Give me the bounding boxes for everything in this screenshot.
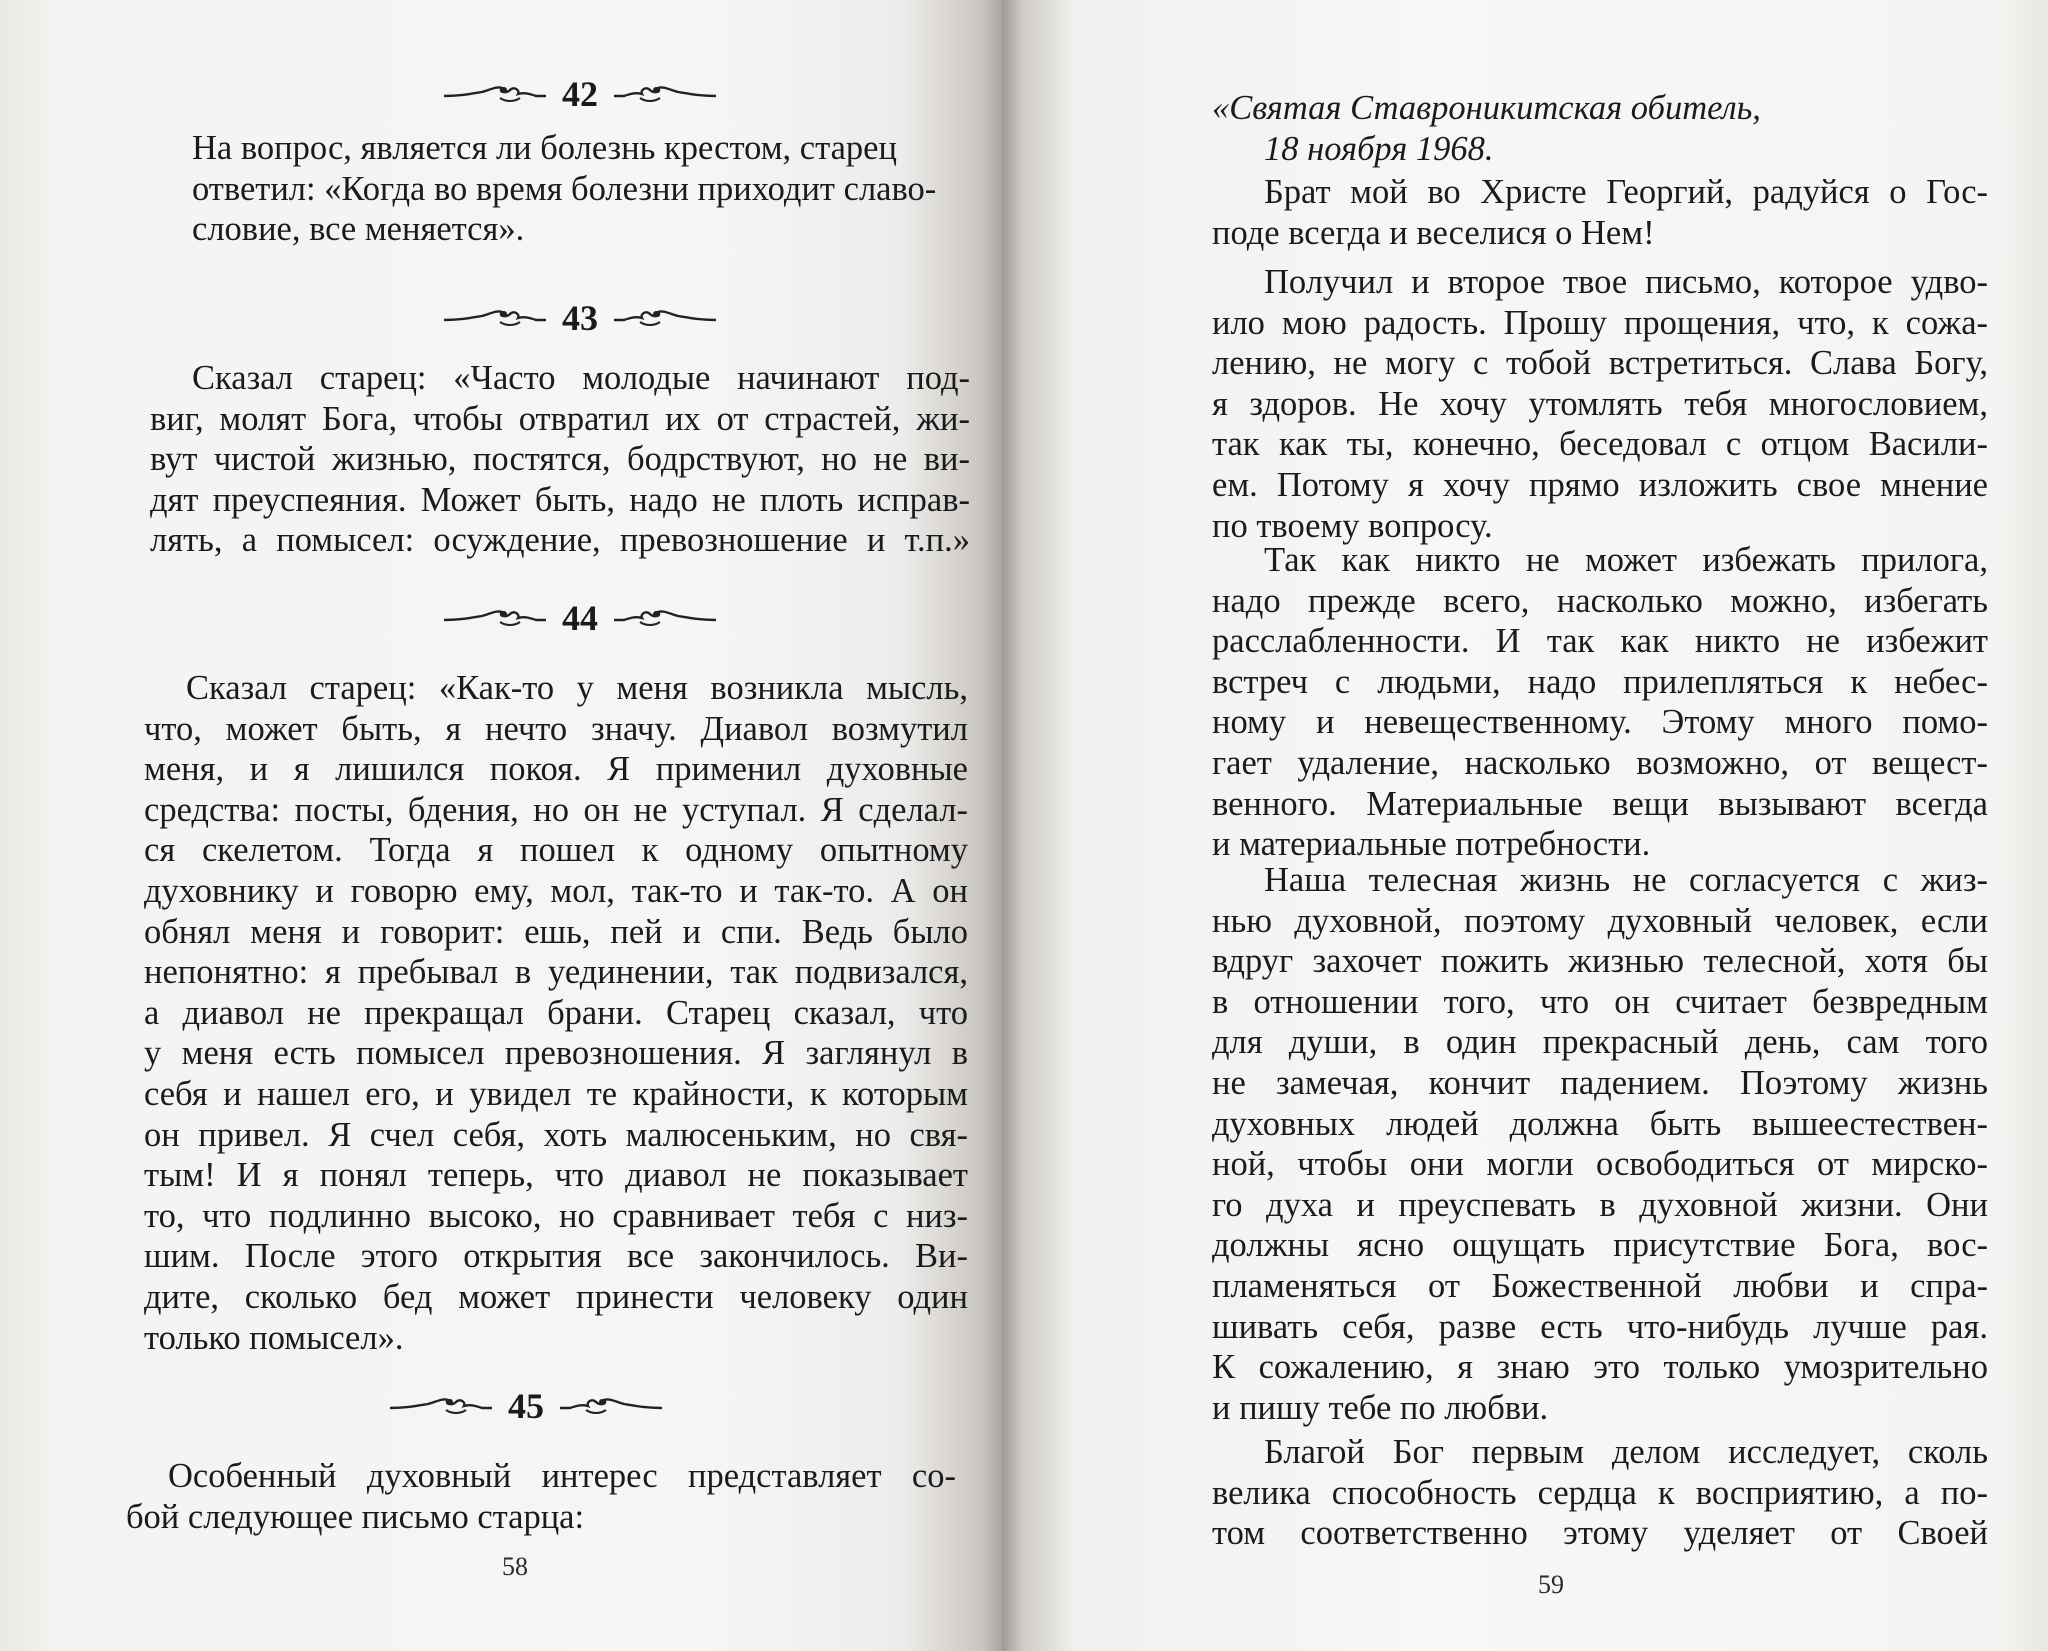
text-line: лению, не могу с тобой встретиться. Слава Богу, xyxy=(1212,344,1988,383)
page-number-right: 59 xyxy=(1538,1570,1564,1599)
text-line: гает удаление, насколько возможно, от вещест- xyxy=(1212,743,1988,782)
section-heading-44 xyxy=(430,600,730,636)
ornament-right-icon xyxy=(610,80,720,108)
text-line: шивать себя, разве есть что-нибудь лучше рая. xyxy=(1212,1307,1988,1346)
section-number: 44 xyxy=(562,598,598,638)
text-line: ило мою радость. Прошу прощения, что, к сожа- xyxy=(1212,303,1988,342)
section-number: 43 xyxy=(562,298,598,338)
paragraph-45 xyxy=(126,1456,956,1537)
text-line: ответил: «Когда во время болезни приходит славо- xyxy=(192,169,937,208)
section-heading-42 xyxy=(430,76,730,112)
paragraph-44 xyxy=(144,668,968,1358)
text-line: расслабленности. И так как никто не избежит xyxy=(1212,622,1988,661)
text-line: духовных людей должна быть вышеестествен- xyxy=(1212,1104,1988,1143)
letter-paragraph-2 xyxy=(1212,540,1988,865)
section-heading-43 xyxy=(430,300,730,336)
text-line: Брат мой во Христе Георгий, радуйся о Гос- xyxy=(1264,173,1988,211)
text-line: пламеняться от Божественной любви и спра- xyxy=(1212,1266,1988,1305)
text-line: духовнику и говорю ему, мол, так-то и так-то. А он xyxy=(144,871,968,910)
text-line: встреч с людьми, надо прилепляться к небес- xyxy=(1212,662,1988,701)
text-line: то, что подлинно высоко, но сравнивает тебя с низ- xyxy=(144,1196,968,1235)
section-heading-45 xyxy=(376,1388,676,1424)
text-line: Получил и второе твое письмо, которое удво- xyxy=(1264,263,1988,301)
text-line: «Святая Ставроникитская обитель, xyxy=(1212,89,1761,127)
paragraph-42 xyxy=(150,128,970,250)
text-line: нью духовной, поэтому духовный человек, если xyxy=(1212,901,1988,940)
text-line: виг, молят Бога, чтобы отвратил их от страстей, жи- xyxy=(150,399,970,438)
text-line: для души, в один прекрасный день, сам того xyxy=(1212,1023,1988,1062)
text-line: словие, все меняется». xyxy=(192,210,525,249)
text-line: ся скелетом. Тогда я пошел к одному опытному xyxy=(144,831,968,870)
text-line: и пишу тебе по любви. xyxy=(1212,1388,1549,1427)
text-line: К сожалению, я знаю это только умозрительно xyxy=(1212,1348,1988,1387)
text-line: надо прежде всего, насколько можно, избегать xyxy=(1212,581,1988,620)
text-line: ем. Потому я хочу прямо изложить свое мнение xyxy=(1212,465,1988,504)
text-line: ной, чтобы они могли освободиться от мирско- xyxy=(1212,1145,1988,1184)
text-line: непонятно: я пребывал в уединении, так подвизался, xyxy=(144,953,968,992)
text-line: Сказал старец: «Как-то у меня возникла мысль, xyxy=(186,669,968,707)
text-line: он привел. Я счел себя, хоть малюсеньким, но свя- xyxy=(144,1115,968,1154)
letter-paragraph-4 xyxy=(1212,1432,1988,1554)
text-line: дите, сколько бед может принести человеку один xyxy=(144,1277,968,1316)
text-line: должны ясно ощущать присутствие Бога, вос- xyxy=(1212,1226,1988,1265)
ornament-left-icon xyxy=(440,304,550,332)
text-line: меня, и я лишился покоя. Я применил духовные xyxy=(144,750,968,789)
ornament-left-icon xyxy=(386,1392,496,1420)
text-line: обнял меня и говорит: ешь, пей и спи. Ведь было xyxy=(144,912,968,951)
text-line: Особенный духовный интерес представляет со- xyxy=(168,1457,956,1495)
letter-greeting xyxy=(1212,172,1988,253)
text-line: Так как никто не может избежать прилога, xyxy=(1264,541,1988,579)
text-line: венного. Материальные вещи вызывают всегда xyxy=(1212,784,1988,823)
right-page xyxy=(1002,0,2048,1651)
text-line: 18 ноября 1968. xyxy=(1264,129,1494,168)
text-line: велика способность сердца к восприятию, а по- xyxy=(1212,1473,1988,1512)
text-line: так как ты, конечно, беседовал с отцом Васили- xyxy=(1212,425,1988,464)
ornament-right-icon xyxy=(610,604,720,632)
text-line: ному и невещественному. Этому много помо- xyxy=(1212,703,1988,742)
text-line: лять, а помысел: осуждение, превозношение и т.п.» xyxy=(150,521,970,560)
text-line: тым! И я понял теперь, что диавол не показывает xyxy=(144,1156,968,1195)
letter-paragraph-1 xyxy=(1212,262,1988,546)
page-number-left: 58 xyxy=(502,1552,528,1581)
text-line: себя и нашел его, и увидел те крайности, к которым xyxy=(144,1074,968,1113)
ornament-left-icon xyxy=(440,604,550,632)
section-number: 45 xyxy=(508,1386,544,1426)
text-line: а диавол не прекращал брани. Старец сказал, что xyxy=(144,993,968,1032)
letter-header xyxy=(1212,88,1812,169)
text-line: по твоему вопросу. xyxy=(1212,506,1493,545)
section-number: 42 xyxy=(562,74,598,114)
text-line: том соответственно этому уделяет от Своей xyxy=(1212,1514,1988,1553)
text-line: не замечая, кончит падением. Поэтому жизнь xyxy=(1212,1063,1988,1102)
text-line: что, может быть, я нечто значу. Диавол возмутил xyxy=(144,709,968,748)
text-line: вут чистой жизнью, постятся, бодрствуют, но не ви- xyxy=(150,440,970,479)
text-line: Благой Бог первым делом исследует, сколь xyxy=(1264,1433,1988,1471)
ornament-right-icon xyxy=(610,304,720,332)
text-line: у меня есть помысел превозношения. Я заглянул в xyxy=(144,1034,968,1073)
paragraph-43 xyxy=(150,358,970,561)
ornament-right-icon xyxy=(556,1392,666,1420)
text-line: На вопрос, является ли болезнь крестом, старец xyxy=(192,129,897,167)
left-page xyxy=(0,0,1002,1651)
text-line: шим. После этого открытия все закончилось. Ви- xyxy=(144,1237,968,1276)
text-line: средства: посты, бдения, но он не уступал. Я сделал- xyxy=(144,790,968,829)
text-line: дят преуспеяния. Может быть, надо не плоть исправ- xyxy=(150,480,970,519)
text-line: и материальные потребности. xyxy=(1212,825,1651,864)
ornament-left-icon xyxy=(440,80,550,108)
text-line: поде всегда и веселися о Нем! xyxy=(1212,213,1655,252)
text-line: Наша телесная жизнь не согласуется с жиз- xyxy=(1264,861,1988,899)
letter-paragraph-3 xyxy=(1212,860,1988,1428)
text-line: бой следующее письмо старца: xyxy=(126,1497,585,1536)
text-line: вдруг захочет пожить жизнью телесной, хотя бы xyxy=(1212,942,1988,981)
text-line: го духа и преуспевать в духовной жизни. Они xyxy=(1212,1185,1988,1224)
text-line: Сказал старец: «Часто молодые начинают под- xyxy=(192,359,970,397)
text-line: только помысел». xyxy=(144,1318,404,1357)
text-line: в отношении того, что он считает безвредным xyxy=(1212,982,1988,1021)
text-line: я здоров. Не хочу утомлять тебя многословием, xyxy=(1212,384,1988,423)
